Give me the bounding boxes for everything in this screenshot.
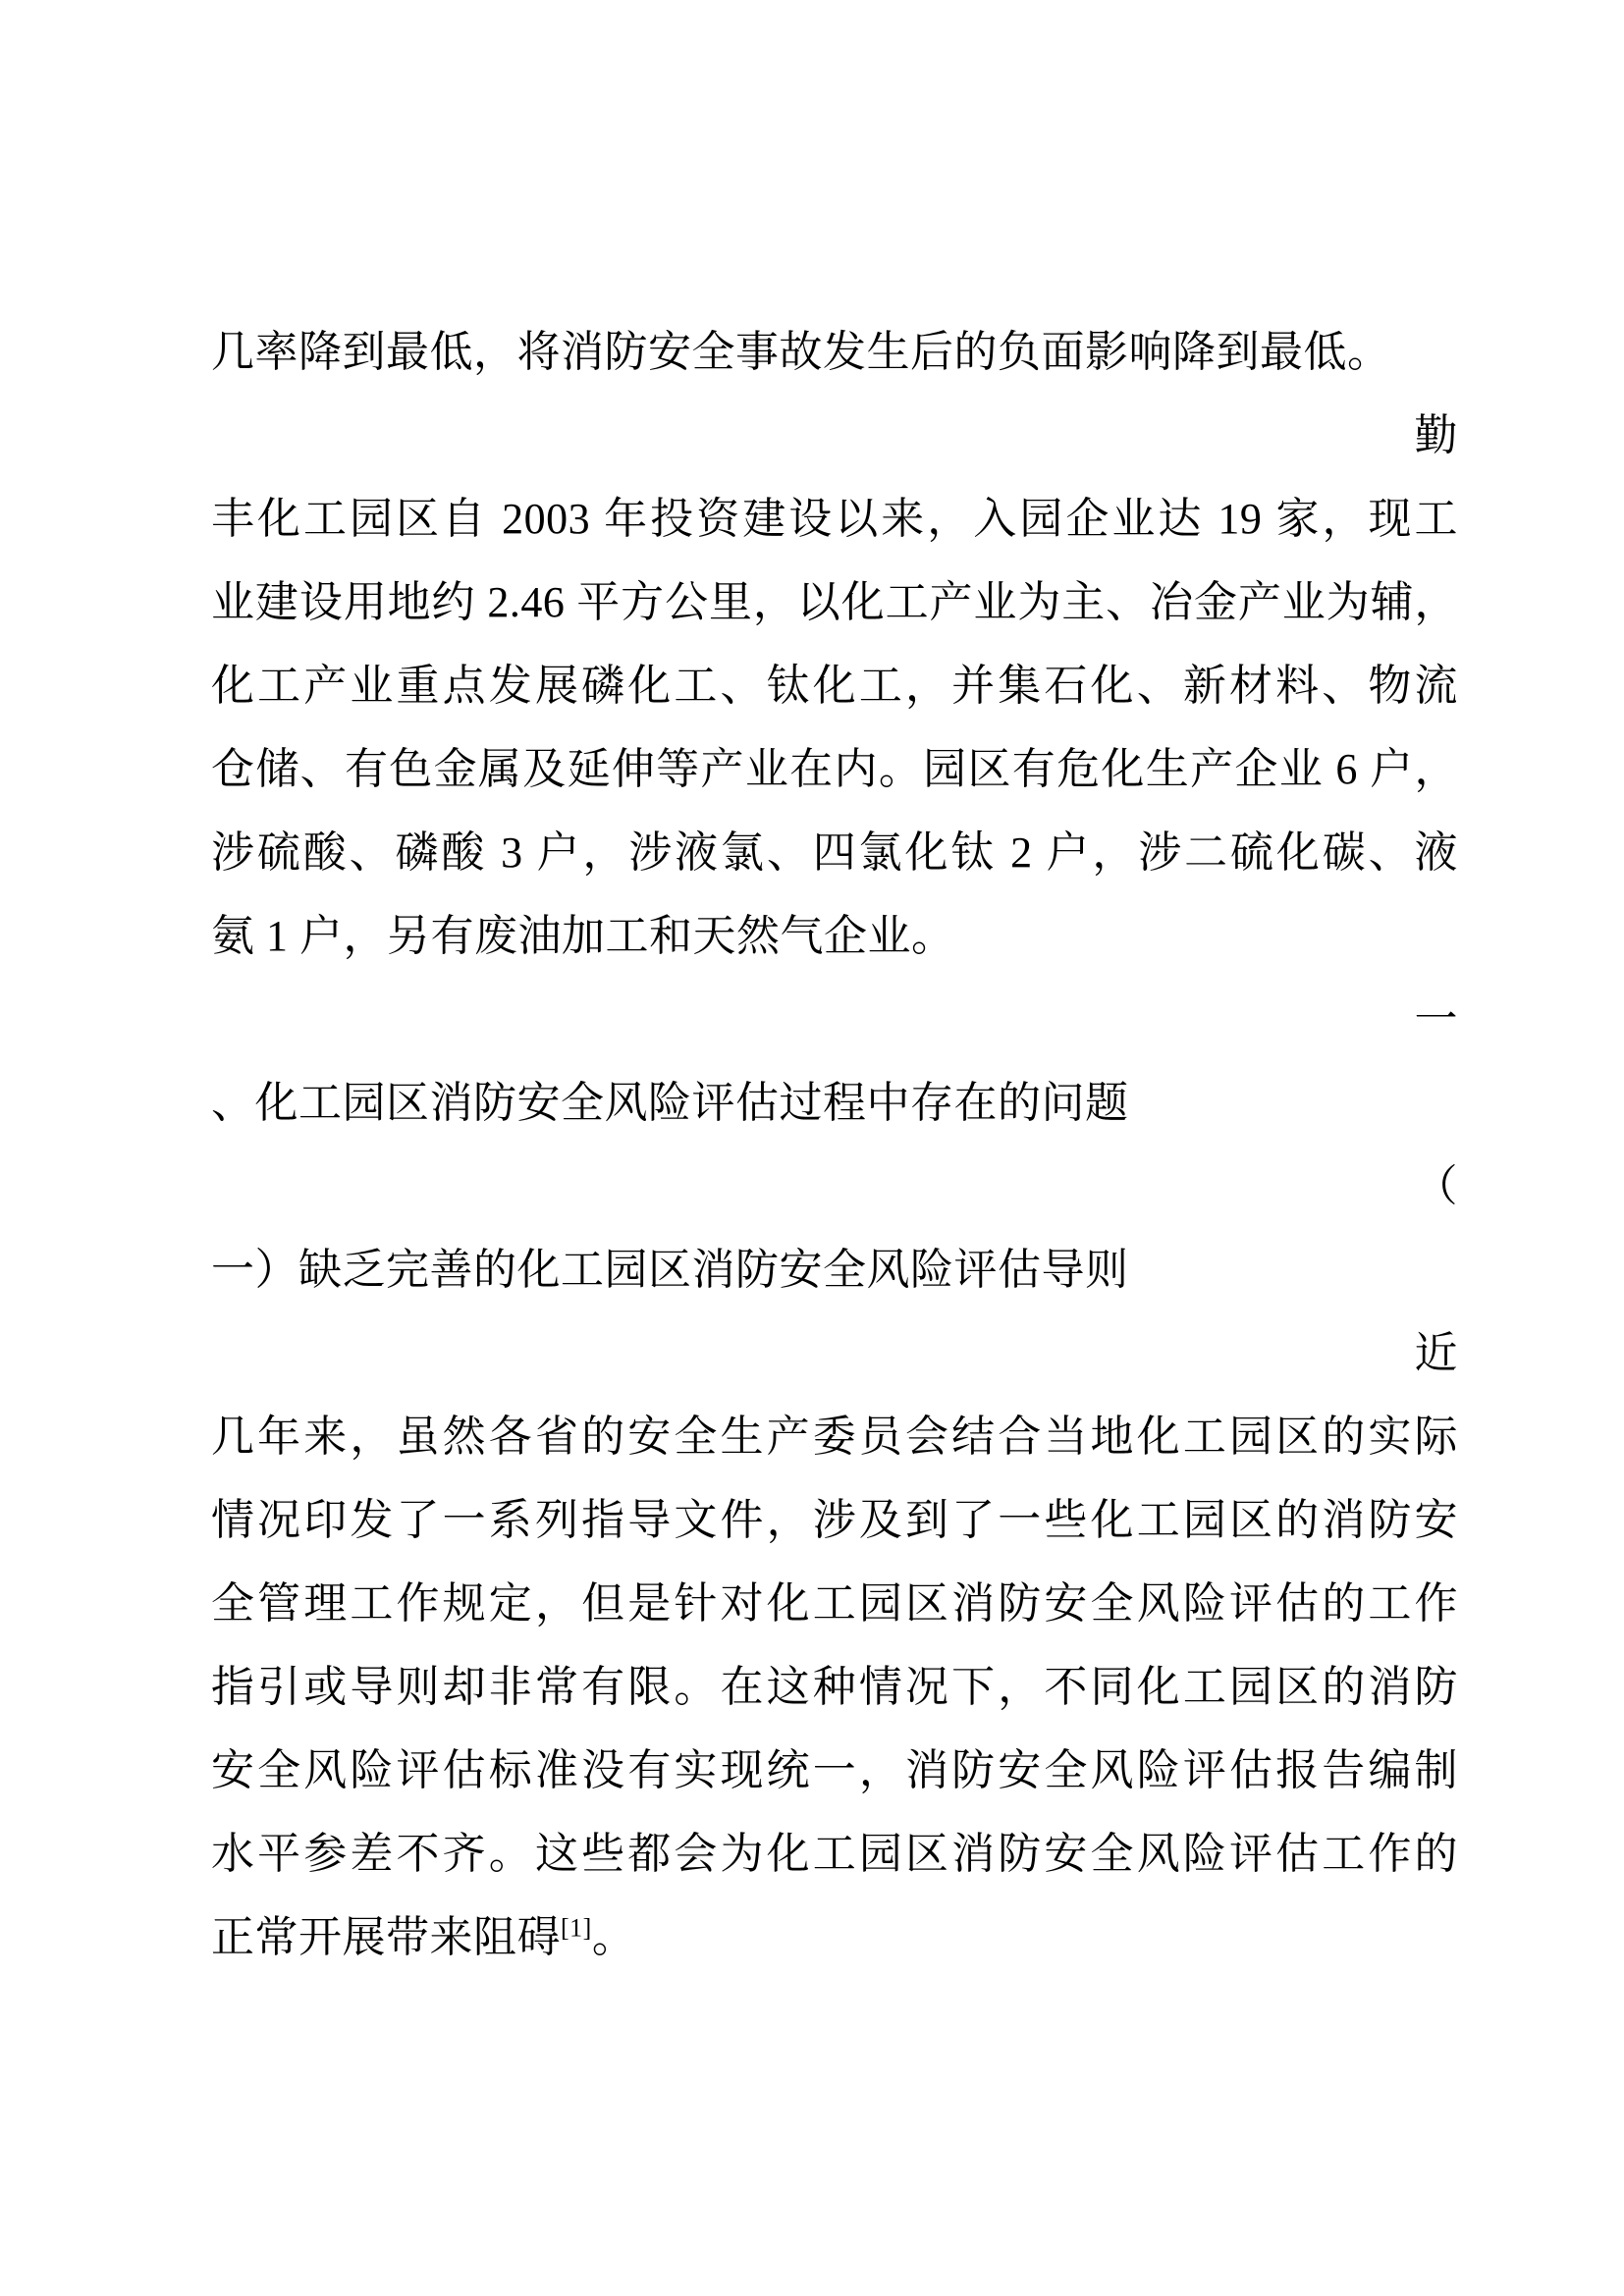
document-text-block bbox=[211, 310, 1458, 1979]
paragraph-end-line bbox=[211, 1896, 1458, 1979]
paragraph-first-char: 勤 bbox=[1414, 411, 1458, 459]
subheading-line: 一）缺乏完善的化工园区消防安全风险评估导则 bbox=[211, 1246, 1129, 1294]
body-line: 业建设用地约 2.46 平方公里，以化工产业为主、冶金产业为辅， bbox=[211, 578, 1458, 626]
heading-first-char: 一 bbox=[1414, 995, 1458, 1043]
body-line: 化工产业重点发展磷化工、钛化工，并集石化、新材料、物流 bbox=[211, 662, 1458, 710]
heading-line: 、化工园区消防安全风险评估过程中存在的问题 bbox=[211, 1079, 1129, 1127]
subheading-first-char: （ bbox=[1414, 1162, 1458, 1210]
body-line: 涉硫酸、磷酸 3 户，涉液氯、四氯化钛 2 户，涉二硫化碳、液 bbox=[211, 828, 1458, 877]
footnote-marker: [1] bbox=[561, 1913, 592, 1943]
paragraph-end-line: 氨 1 户，另有废油加工和天然气企业。 bbox=[211, 912, 955, 960]
text-run: 。 bbox=[591, 1913, 636, 1961]
body-line: 情况印发了一系列指导文件，涉及到了一些化工园区的消防安 bbox=[211, 1496, 1458, 1544]
body-line: 全管理工作规定，但是针对化工园区消防安全风险评估的工作 bbox=[211, 1579, 1458, 1628]
body-line: 仓储、有色金属及延伸等产业在内。园区有危化生产企业 6 户， bbox=[211, 745, 1458, 793]
body-line: 水平参差不齐。这些都会为化工园区消防安全风险评估工作的 bbox=[211, 1830, 1458, 1878]
body-line: 安全风险评估标准没有实现统一，消防安全风险评估报告编制 bbox=[211, 1746, 1458, 1794]
paragraph-first-char: 近 bbox=[1414, 1329, 1458, 1377]
body-line: 丰化工园区自 2003 年投资建设以来，入园企业达 19 家，现工 bbox=[211, 495, 1458, 543]
body-line: 指引或导则却非常有限。在这种情况下，不同化工园区的消防 bbox=[211, 1663, 1458, 1711]
text-run: 正常开展带来阻碍 bbox=[211, 1913, 561, 1961]
paragraph-end-line: 几率降到最低，将消防安全事故发生后的负面影响降到最低。 bbox=[211, 328, 1391, 376]
body-line: 几年来，虽然各省的安全生产委员会结合当地化工园区的实际 bbox=[211, 1413, 1458, 1461]
